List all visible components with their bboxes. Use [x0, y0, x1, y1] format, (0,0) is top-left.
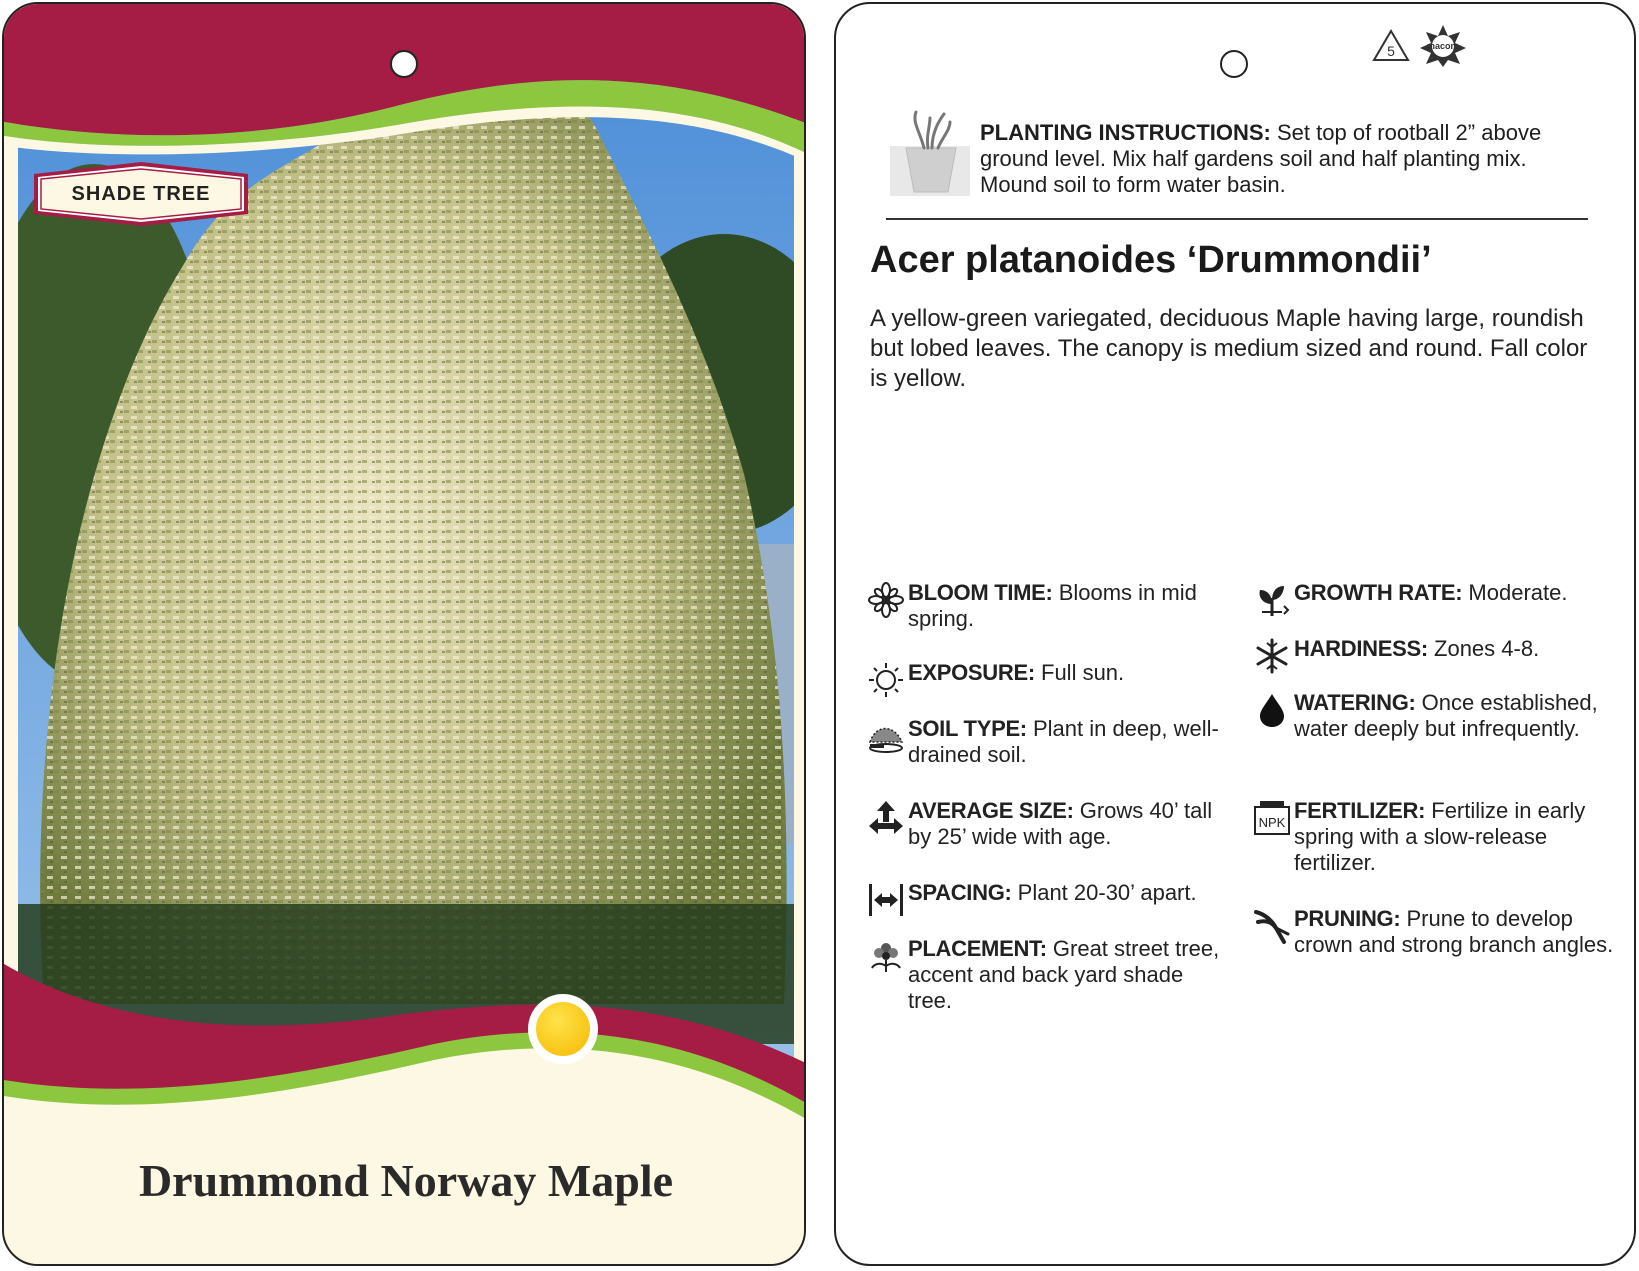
category-label: SHADE TREE [71, 182, 211, 205]
full-sun-exposure-icon [528, 994, 598, 1064]
planting-instructions [886, 104, 1586, 204]
sun-icon [868, 662, 904, 698]
placement-icon [868, 938, 904, 974]
water-drop-icon [1254, 692, 1290, 728]
divider [886, 218, 1588, 220]
tag-front [2, 2, 806, 1266]
plant-description: A yellow-green variegated, deciduous Maple having large, roundish but lobed leaves. The canopy is medium sized and round. Fall color is yellow. [870, 305, 1588, 392]
common-name: Drummond Norway Maple [138, 1155, 674, 1206]
planting-label: PLANTING INSTRUCTIONS: [980, 120, 1271, 145]
npk-icon [1254, 800, 1290, 836]
pruners-icon [1254, 908, 1290, 944]
flower-icon [868, 582, 904, 618]
recycling-marks [1372, 24, 1468, 68]
hang-hole [390, 50, 418, 78]
macore-logo-icon [1418, 24, 1468, 68]
svg-text:5: 5 [1387, 43, 1395, 59]
botanical-name: Acer platanoides ‘Drummondii’ [870, 239, 1432, 281]
svg-text:NPK: NPK [1258, 815, 1286, 830]
soil-icon [868, 718, 904, 754]
spacing-icon [868, 882, 904, 918]
hang-hole [1220, 50, 1248, 78]
sprout-icon [1254, 582, 1290, 618]
planting-text: Set top of rootball 2” above ground level. Mix half gardens soil and half planting mix. Mound soil to form water basin. [980, 120, 1542, 197]
recycle-5-icon [1372, 29, 1410, 63]
potted-plant-icon [886, 108, 976, 200]
snowflake-icon [1254, 638, 1290, 674]
tag-back: 5 macore PLANTING INSTRUCTIONS: Set top of rootball 2” above ground level. Mix half gardens soil and half planting mix. Mound soil to form water basin. Acer platanoides ‘Drummondii’ A yellow-green variegated, deciduous Maple having large, roundish but lobed leaves. The canopy is medium sized and round. Fall color is yellow. BLOOM TIME: Blooms in mid spring. EXPOSURE: Full sun. SOIL TYPE: Plant in deep, well-drained soil. AVERAGE SIZE: Grows 40’ tall by 25’ wide with age. SPACING: Plant 20-30’ apart. PLACEMENT: Great street tree, accent and back yard shade tree. GROWTH RATE: Moderate. HARDINESS: Zones 4-8. WATERING: Once established, water deeply but infrequently. NPK FERTILIZER: Fertilize in early spring with a slow-release fertilizer. PRUNING: Prune to develop crown and strong branch angles. [834, 2, 1636, 1266]
category-badge [34, 162, 248, 226]
svg-text:macore: macore [1426, 41, 1460, 51]
size-arrows-icon [868, 800, 904, 836]
